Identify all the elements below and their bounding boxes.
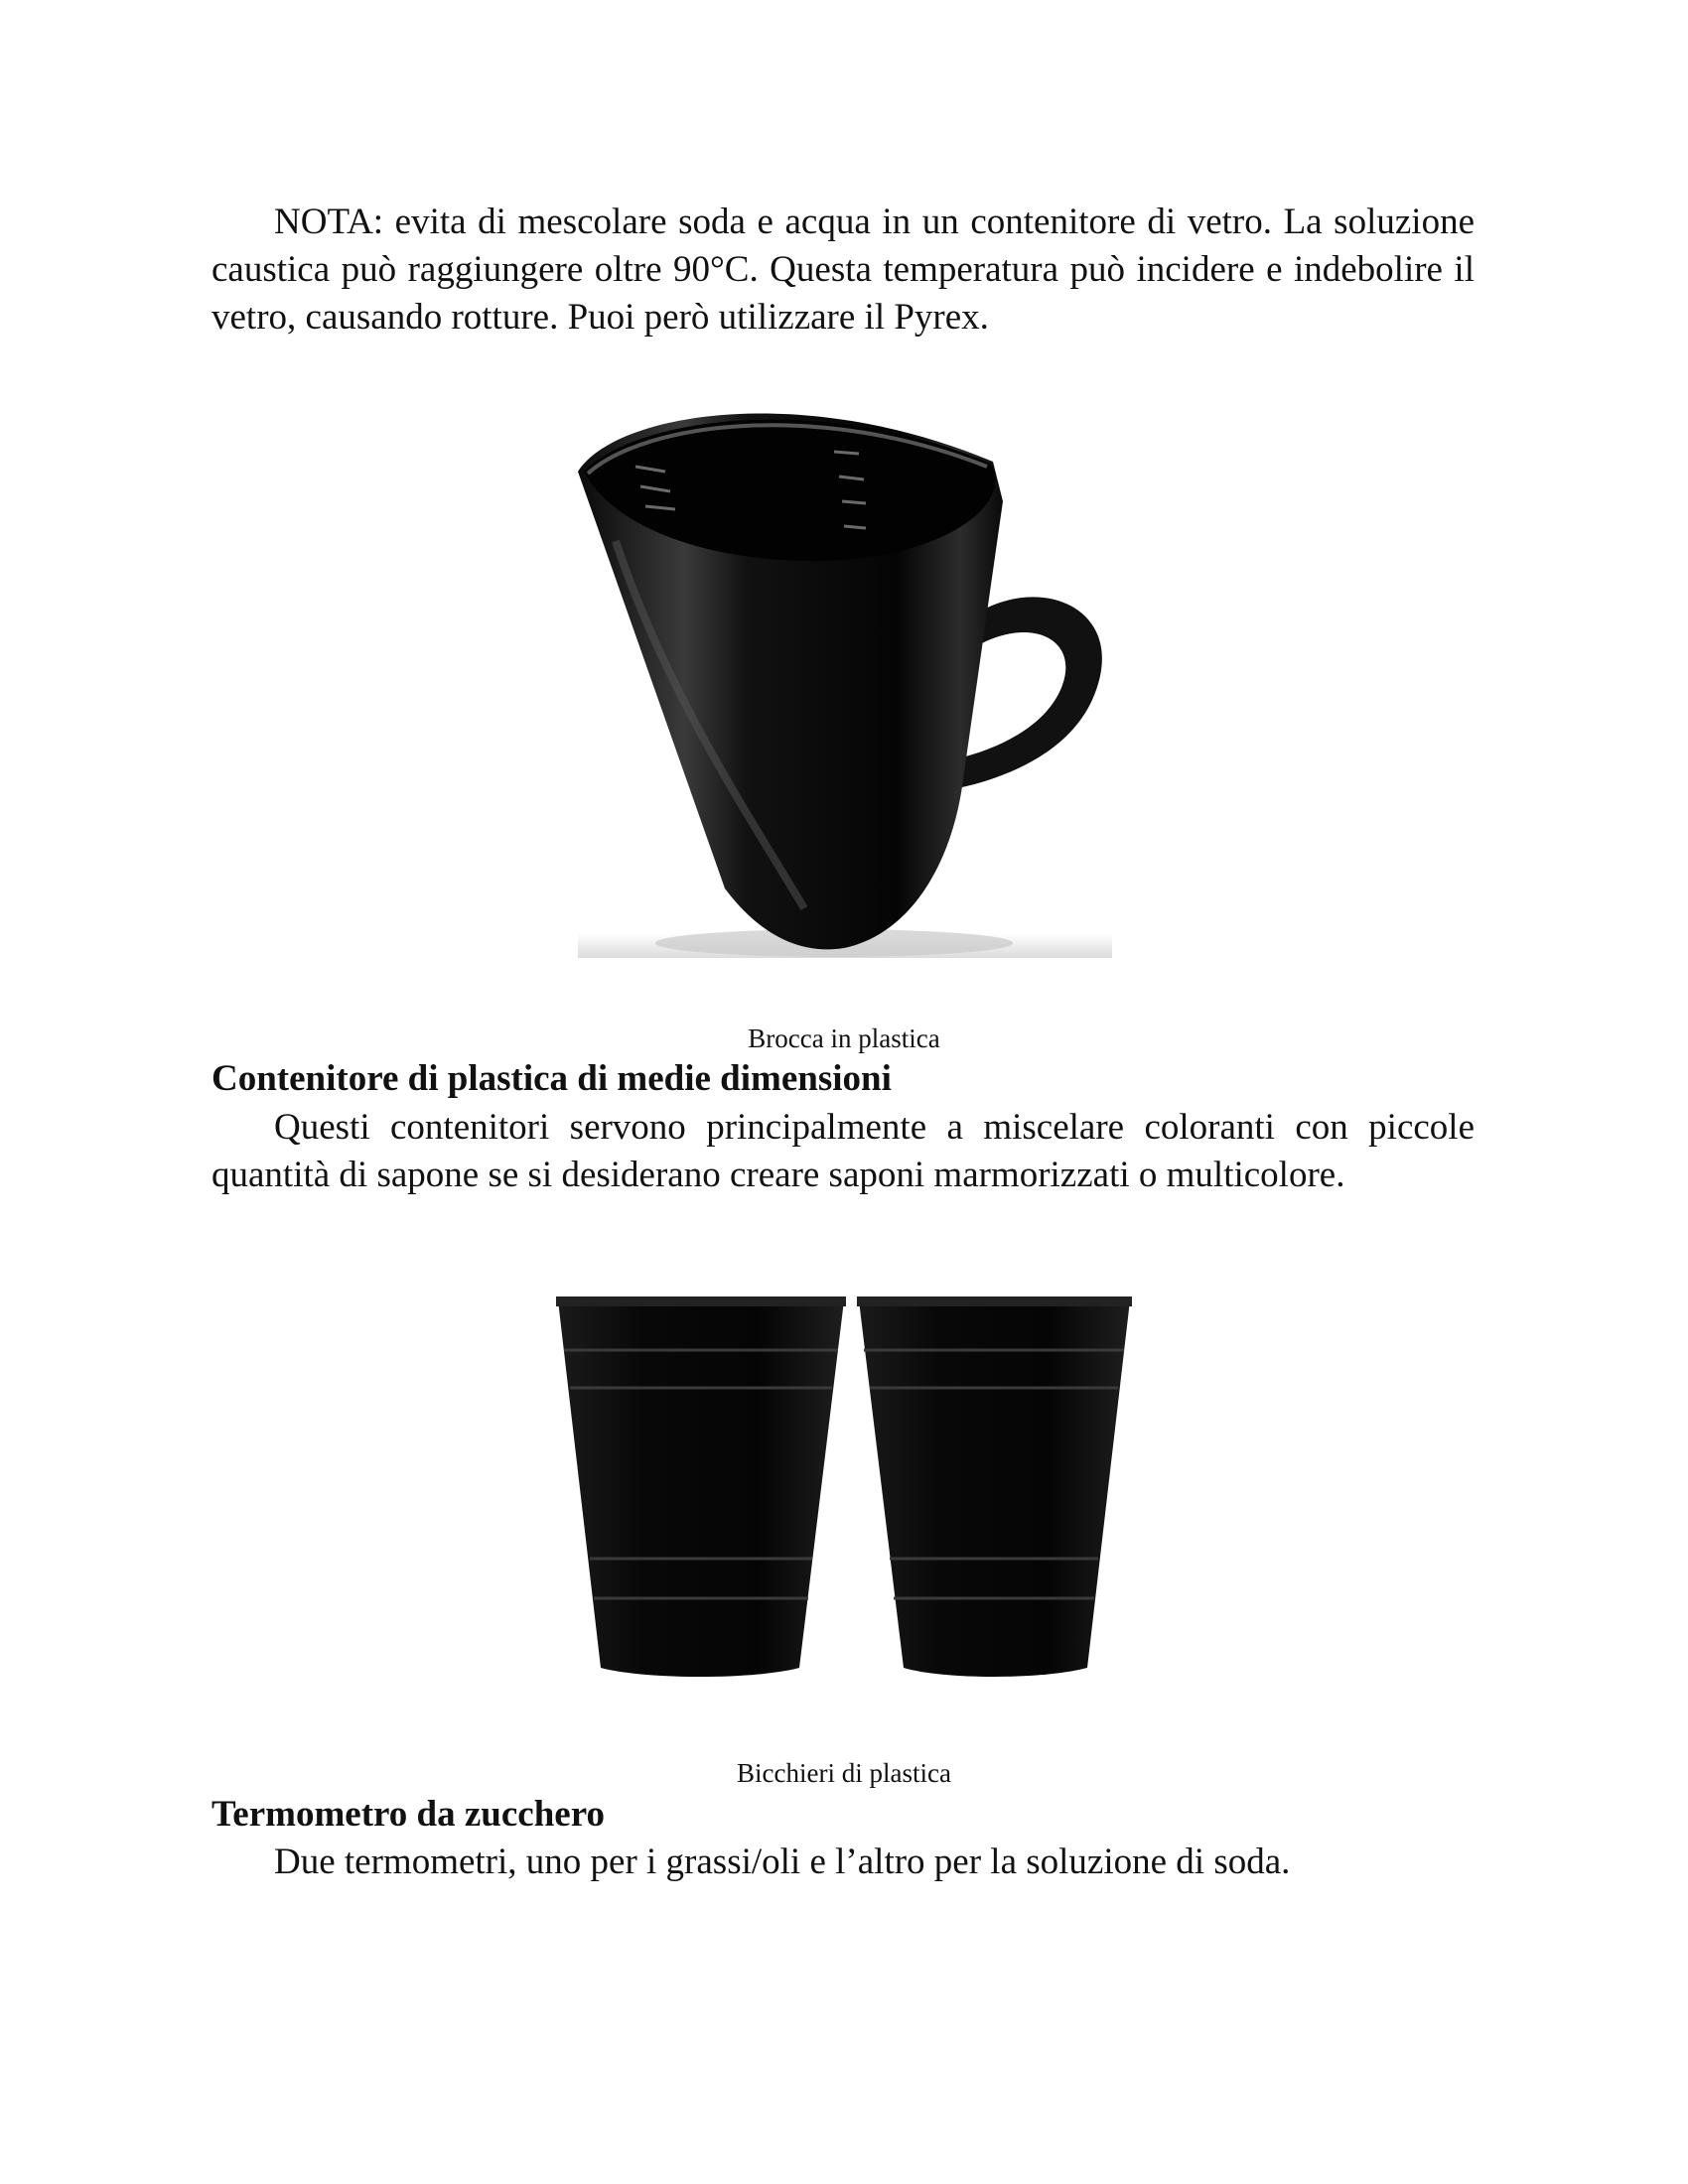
note-paragraph: NOTA: evita di mescolare soda e acqua in un contenitore di vetro. La soluzione caustica può raggiungere oltre 90°C. Questa temperatura può incidere e indebolire il vetro, causando rotture. Puoi però utilizzare il Pyrex.: [211, 202, 1475, 338]
cup-left: [556, 1297, 846, 1677]
pitcher-caption: Brocca in plastica: [748, 1024, 940, 1053]
containers-paragraph: Questi contenitori servono principalmente a miscelare coloranti con piccole quantità di sapone se si desiderano creare saponi marmorizzati o multicolore.: [211, 1107, 1475, 1195]
section-heading-thermometer: Termometro da zucchero: [211, 1794, 605, 1835]
section-heading-medium-container: Contenitore di plastica di medie dimensioni: [211, 1058, 892, 1099]
plastic-pitcher-image: [576, 392, 1112, 968]
plastic-cups-image: [556, 1291, 1132, 1678]
thermometers-paragraph: Due termometri, uno per i grassi/oli e l’altro per la soluzione di soda.: [274, 1842, 1291, 1882]
cups-caption: Bicchieri di plastica: [737, 1758, 951, 1788]
cup-right: [857, 1297, 1132, 1677]
